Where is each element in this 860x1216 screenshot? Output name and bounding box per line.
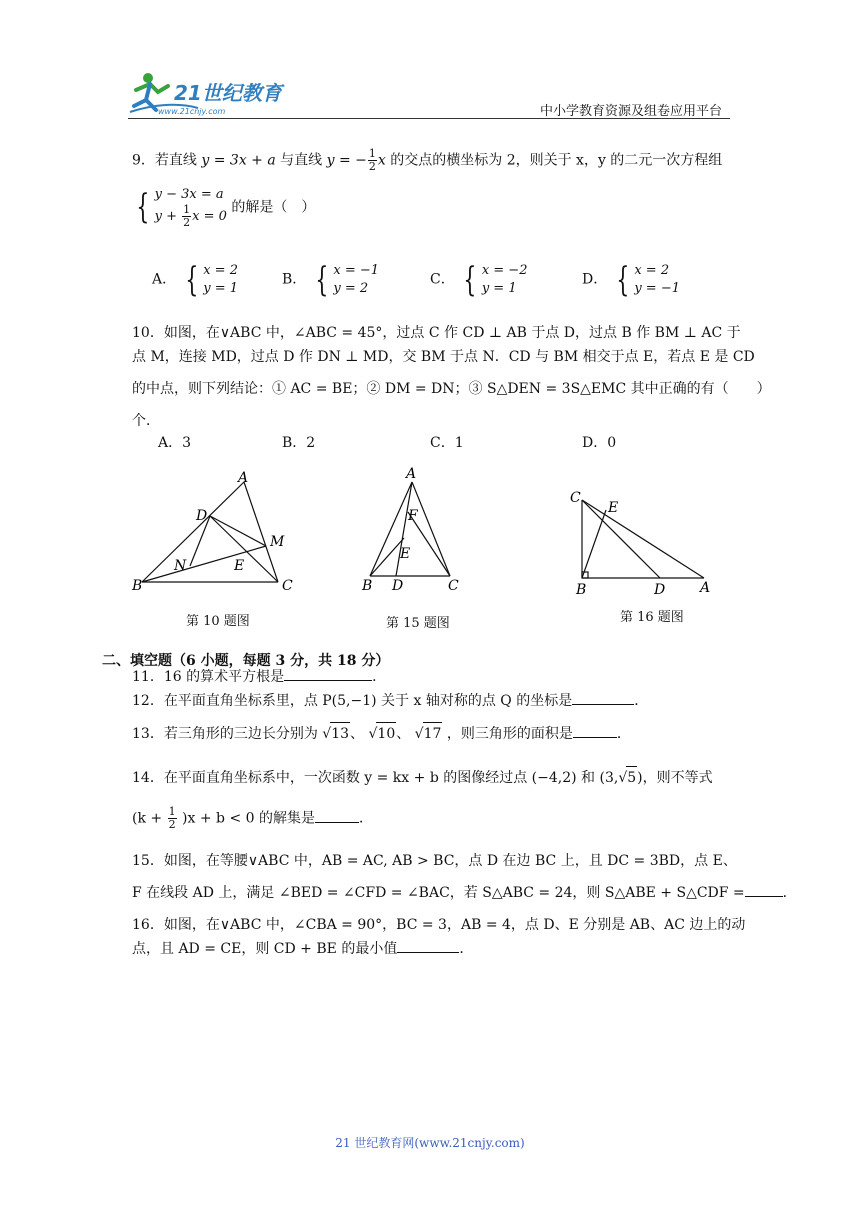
q14-line2: (k + $\frac{1}{2}$ )x + b < 0 的解集是 ． [132, 805, 373, 832]
q9-system: { y − 3x = a y + $\frac{1}{2}$ x = 0 的解是（ ） [136, 187, 316, 229]
fig10-label-A: A [238, 470, 249, 486]
q10-option-b[interactable]: B．2 [282, 435, 316, 451]
q9-sys-eq2a: y + [154, 208, 178, 224]
q9-frac-half: $\frac{1}{2}$ [368, 147, 376, 174]
q11: 11．16 的算术平方根是 ． [132, 666, 386, 688]
q14-ineq-a: (k + [132, 810, 163, 827]
q9-option-d[interactable]: D． { x = 2 y = −1 [582, 259, 680, 300]
q9-tail: 的解是（ ） [231, 199, 316, 216]
fig10-label-D: D [196, 508, 208, 524]
runner-logo-icon [128, 70, 288, 116]
fig15-label-E: E [400, 546, 411, 562]
footer-link[interactable]: 21 世纪教育网(www.21cnjy.com) [335, 1136, 525, 1150]
q10-line3: 的中点，则下列结论：① AC = BE；② DM = DN；③ S△DEN = 3S△EMC 其中正确的有（ ） [132, 381, 771, 397]
q9-text-b: 与直线 [280, 152, 323, 169]
q10-option-d[interactable]: D．0 [582, 435, 617, 451]
section-2-title: 二、填空题（6 小题，每题 3 分，共 18 分） [102, 653, 390, 669]
q9-sys-eq1: y − 3x = a [154, 187, 224, 202]
q12-answer-blank[interactable] [572, 690, 634, 705]
q14-sqrt5: 5 [626, 766, 637, 789]
header-divider [128, 118, 730, 119]
fig16-label-E: E [608, 500, 619, 516]
fig16-label-A: A [700, 580, 711, 596]
q13-sqrt2: 10 [376, 722, 396, 745]
q10-line1: 10．如图，在∨ABC 中，∠ABC = 45°，过点 C 作 CD ⊥ AB 于点 D，过点 B 作 BM ⊥ AC 于 [132, 325, 741, 341]
q13: 13．若三角形的三边长分别为 √13、 √10、 √17 ，则三角形的面积是 ． [132, 722, 631, 745]
q9-option-a[interactable]: A． { x = 2 y = 1 [152, 259, 238, 300]
q13-text-a: 13．若三角形的三边长分别为 [132, 726, 318, 742]
q15-text: F 在线段 AD 上，满足 ∠BED = ∠CFD = ∠BAC，若 S△ABC = 24，则 S△ABE + S△CDF = [132, 885, 745, 901]
q10-option-c[interactable]: C．1 [430, 435, 464, 451]
fig15-caption: 第 15 题图 [386, 616, 450, 631]
q9-eq1: y = 3x + a [201, 152, 276, 169]
fig15-label-A: A [406, 466, 417, 482]
figure-16 [566, 486, 726, 598]
site-logo [128, 70, 288, 116]
q9-text-a: 9．若直线 [132, 152, 197, 169]
q9-eq2-left: y = − [326, 152, 367, 169]
q15-line1: 15．如图，在等腰∨ABC 中，AB = AC, AB > BC，点 D 在边 BC 上，且 DC = 3BD，点 E、 [132, 853, 737, 869]
fig16-label-B: B [576, 582, 587, 598]
fig15-label-D: D [392, 578, 404, 594]
fig10-label-E: E [234, 558, 245, 574]
q9-option-b[interactable]: B． { x = −1 y = 2 [282, 259, 380, 300]
q15-line2: F 在线段 AD 上，满足 ∠BED = ∠CFD = ∠BAC，若 S△ABC = 24，则 S△ABE + S△CDF = ． [132, 882, 797, 904]
q14-line1: 14．在平面直角坐标系中，一次函数 y = kx + b 的图像经过点 (−4,2) 和 (3,√5)，则不等式 [132, 766, 713, 789]
fig10-label-M: M [270, 534, 285, 550]
q14-ineq-b: )x + b < 0 的解集是 [182, 810, 315, 827]
fig15-label-F: F [408, 508, 418, 524]
q14-text-a: 14．在平面直角坐标系中，一次函数 y = kx + b 的图像经过点 (−4,2) 和 (3, [132, 770, 619, 786]
q11-answer-blank[interactable] [284, 666, 372, 681]
fig16-caption: 第 16 题图 [620, 610, 684, 625]
q13-sqrt3: 17 [423, 722, 443, 745]
figure-10 [128, 466, 308, 596]
fig15-label-C: C [448, 578, 459, 594]
logo-url: www.21cnjy.com [158, 107, 226, 116]
q13-answer-blank[interactable] [573, 723, 617, 738]
q15-answer-blank[interactable] [745, 882, 783, 897]
q13-sqrt1: 13 [330, 722, 350, 745]
q9-sys-eq2b: x = 0 [192, 208, 227, 224]
fig10-caption: 第 10 题图 [186, 614, 250, 629]
q9-option-c[interactable]: C． { x = −2 y = 1 [430, 259, 528, 300]
q10-option-a[interactable]: A．3 [158, 435, 192, 451]
q14-answer-blank[interactable] [315, 808, 359, 823]
q12-text: 12．在平面直角坐标系里，点 P(5,−1) 关于 x 轴对称的点 Q 的坐标是 [132, 693, 573, 709]
q10-line2: 点 M，连接 MD，过点 D 作 DN ⊥ MD，交 BM 于点 N．CD 与 BM 相交于点 E，若点 E 是 CD [132, 349, 755, 365]
fig10-label-C: C [282, 578, 293, 594]
fig16-label-C: C [570, 490, 581, 506]
fig16-label-D: D [654, 582, 666, 598]
fig10-label-B: B [132, 578, 143, 594]
q16-line2: 点，且 AD = CE，则 CD + BE 的最小值 ． [132, 938, 473, 960]
q9-stem [132, 148, 722, 173]
q13-text-b: ，则三角形的面积是 [446, 726, 573, 742]
logo-text: 21世纪教育 [174, 81, 282, 105]
q9-eq2-right: x [377, 152, 386, 169]
q16-answer-blank[interactable] [397, 938, 459, 953]
q16-text: 点，且 AD = CE，则 CD + BE 的最小值 [132, 941, 398, 957]
q11-text: 11．16 的算术平方根是 [132, 669, 285, 685]
q16-line1: 16．如图，在∨ABC 中，∠CBA = 90°，BC = 3，AB = 4，点 D、E 分别是 AB、AC 边上的动 [132, 917, 746, 933]
q12: 12．在平面直角坐标系里，点 P(5,−1) 关于 x 轴对称的点 Q 的坐标是 ． [132, 690, 648, 712]
q9-text-c: 的交点的横坐标为 2，则关于 x，y 的二元一次方程组 [390, 152, 723, 169]
platform-name: 中小学教育资源及组卷应用平台 [540, 104, 723, 119]
q10-line4: 个． [132, 413, 160, 429]
fig15-label-B: B [362, 578, 373, 594]
fig10-label-N: N [174, 558, 187, 574]
figure-15 [356, 460, 476, 595]
